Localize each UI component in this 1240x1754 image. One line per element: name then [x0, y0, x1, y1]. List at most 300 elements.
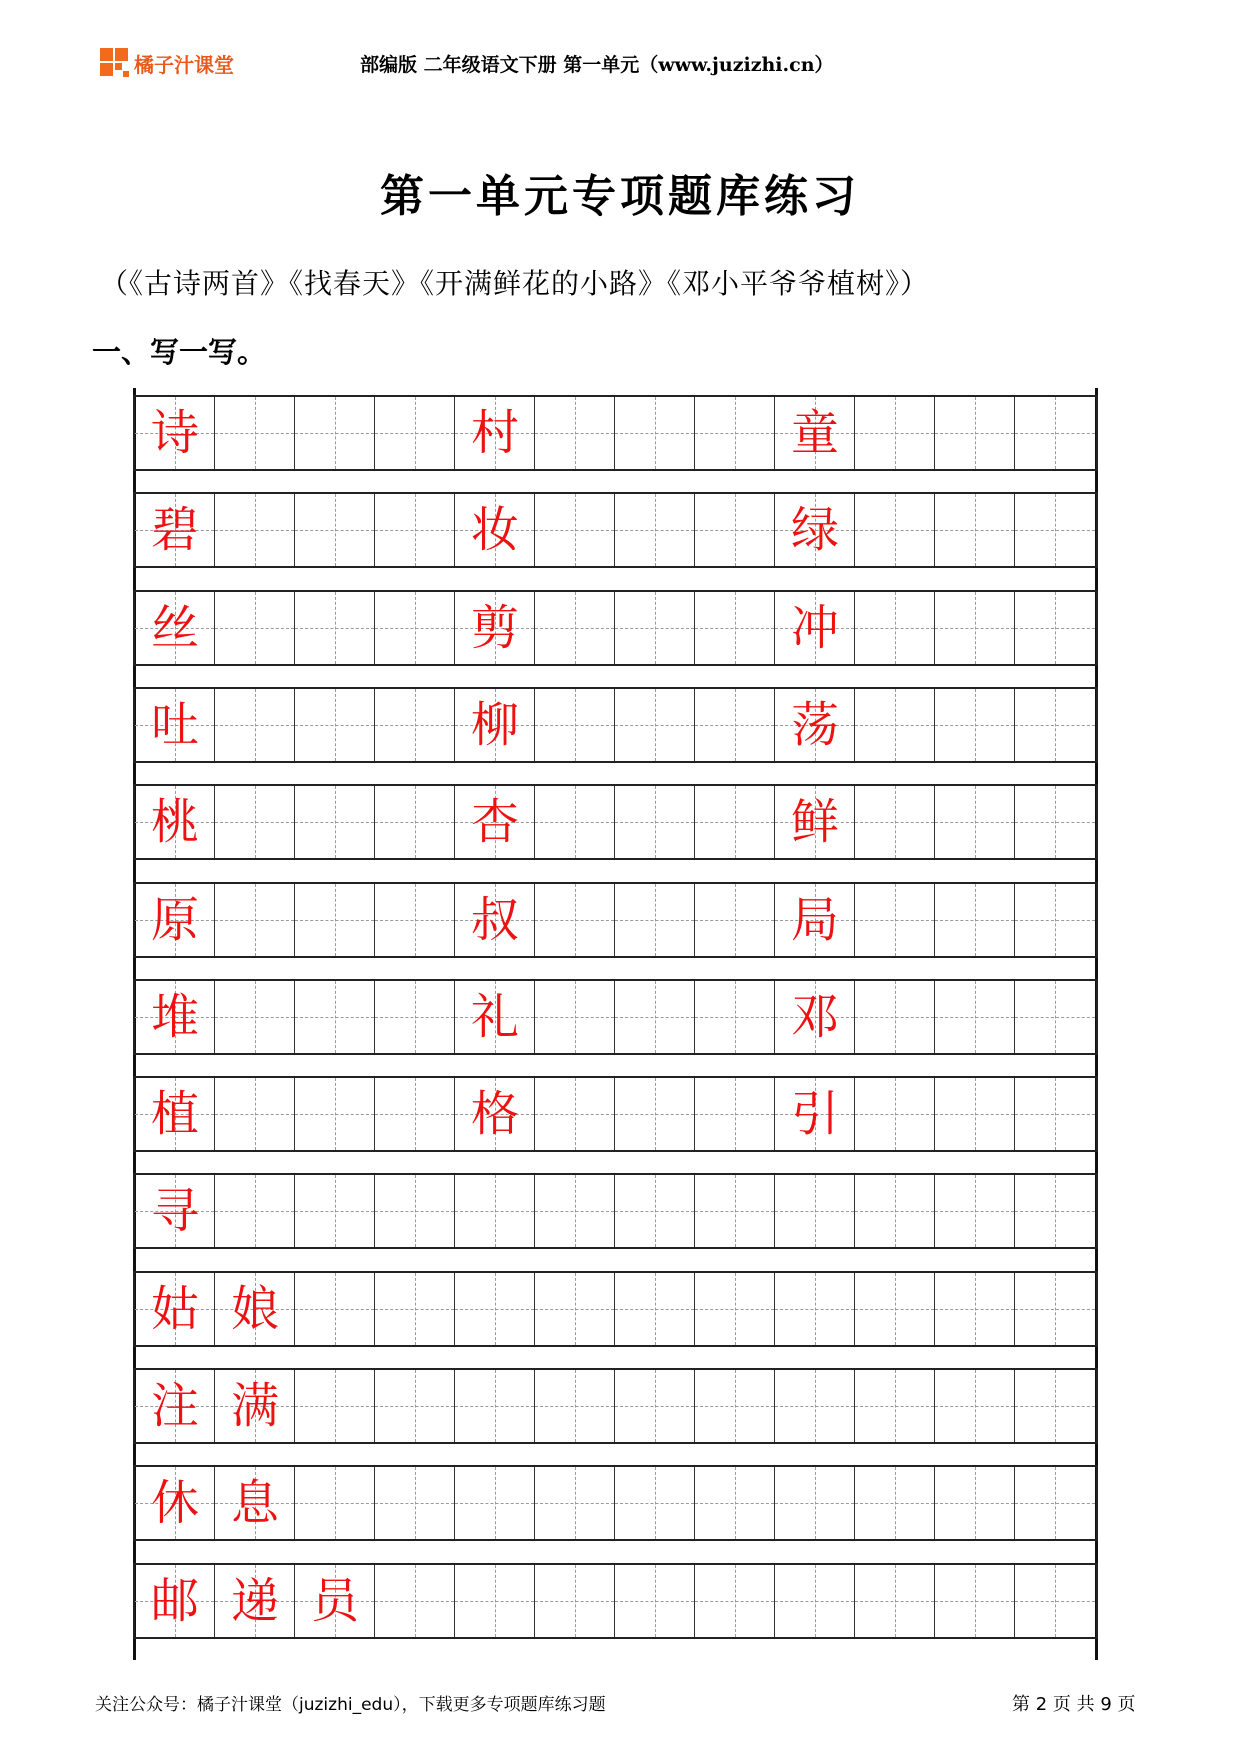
writing-cell[interactable] — [775, 1175, 855, 1247]
writing-cell[interactable] — [695, 884, 775, 956]
writing-cell[interactable] — [695, 1467, 775, 1539]
writing-cell[interactable] — [375, 592, 455, 664]
grid-row — [133, 687, 1098, 763]
model-character — [695, 397, 775, 469]
writing-cell[interactable] — [535, 1565, 615, 1637]
writing-cell[interactable] — [295, 397, 375, 469]
model-character — [215, 689, 295, 761]
model-character — [695, 1467, 775, 1539]
writing-cell[interactable] — [855, 1273, 935, 1345]
model-character: 礼 — [470, 989, 519, 1045]
model-character: 妆 — [470, 502, 519, 558]
writing-cell[interactable] — [1015, 1175, 1095, 1247]
writing-cell[interactable] — [775, 592, 855, 664]
model-character — [1015, 494, 1095, 566]
writing-cell[interactable] — [535, 397, 615, 469]
writing-cell[interactable] — [135, 1370, 215, 1442]
writing-cell[interactable] — [215, 592, 295, 664]
writing-cell[interactable] — [1015, 397, 1095, 469]
model-character: 姑 — [150, 1281, 199, 1337]
writing-grid — [133, 388, 1098, 1660]
writing-cell[interactable] — [135, 397, 215, 469]
writing-cell[interactable] — [455, 884, 535, 956]
writing-cell[interactable] — [455, 1273, 535, 1345]
model-character — [615, 884, 695, 956]
writing-cell[interactable] — [695, 397, 775, 469]
writing-cell[interactable] — [295, 1467, 375, 1539]
model-character: 满 — [230, 1378, 279, 1434]
writing-cell[interactable] — [695, 981, 775, 1053]
grid-row — [133, 1368, 1098, 1444]
model-character — [455, 1273, 535, 1345]
model-character — [1015, 1565, 1095, 1637]
model-character — [935, 981, 1015, 1053]
model-character — [1015, 592, 1095, 664]
model-character — [295, 494, 375, 566]
model-character — [535, 884, 615, 956]
writing-cell[interactable] — [375, 1175, 455, 1247]
model-character — [935, 1467, 1015, 1539]
writing-cell[interactable] — [935, 1175, 1015, 1247]
writing-cell[interactable] — [775, 689, 855, 761]
writing-cell[interactable] — [135, 1078, 215, 1150]
model-character — [935, 592, 1015, 664]
writing-cell[interactable] — [1015, 1370, 1095, 1442]
model-character — [615, 1565, 695, 1637]
writing-cell[interactable] — [855, 1467, 935, 1539]
writing-cell[interactable] — [1015, 1565, 1095, 1637]
writing-cell[interactable] — [215, 397, 295, 469]
writing-cell[interactable] — [775, 981, 855, 1053]
model-character: 息 — [230, 1475, 279, 1531]
writing-cell[interactable] — [615, 884, 695, 956]
grid-row — [133, 1465, 1098, 1541]
writing-cell[interactable] — [215, 1467, 295, 1539]
writing-cell[interactable] — [535, 1078, 615, 1150]
model-character — [535, 689, 615, 761]
model-character — [615, 397, 695, 469]
writing-cell[interactable] — [215, 786, 295, 858]
model-character — [695, 1175, 775, 1247]
writing-cell[interactable] — [615, 397, 695, 469]
model-character — [295, 689, 375, 761]
model-character: 寻 — [150, 1183, 199, 1239]
model-character — [535, 1565, 615, 1637]
writing-cell[interactable] — [775, 1078, 855, 1150]
writing-cell[interactable] — [295, 1565, 375, 1637]
writing-cell[interactable] — [775, 1273, 855, 1345]
model-character: 冲 — [790, 600, 839, 656]
lesson-list: （《古诗两首》《找春天》《开满鲜花的小路》《邓小平爷爷植树》） — [100, 267, 930, 300]
writing-cell[interactable] — [215, 1273, 295, 1345]
writing-cell[interactable] — [1015, 981, 1095, 1053]
model-character — [375, 494, 455, 566]
writing-cell[interactable] — [1015, 1078, 1095, 1150]
model-character — [695, 1273, 775, 1345]
writing-cell[interactable] — [935, 1078, 1015, 1150]
model-character — [295, 786, 375, 858]
writing-cell[interactable] — [215, 689, 295, 761]
writing-cell[interactable] — [295, 1078, 375, 1150]
writing-cell[interactable] — [695, 1370, 775, 1442]
model-character — [375, 884, 455, 956]
writing-cell[interactable] — [615, 494, 695, 566]
model-character — [1015, 981, 1095, 1053]
writing-cell[interactable] — [615, 1078, 695, 1150]
model-character — [295, 1467, 375, 1539]
writing-cell[interactable] — [535, 786, 615, 858]
writing-cell[interactable] — [375, 1565, 455, 1637]
model-character — [295, 1175, 375, 1247]
model-character — [295, 1370, 375, 1442]
model-character — [855, 1370, 935, 1442]
model-character — [375, 981, 455, 1053]
model-character — [455, 1370, 535, 1442]
model-character — [1015, 689, 1095, 761]
writing-cell[interactable] — [455, 1467, 535, 1539]
writing-cell[interactable] — [455, 689, 535, 761]
grid-row — [133, 590, 1098, 666]
writing-cell[interactable] — [615, 1175, 695, 1247]
model-character — [935, 786, 1015, 858]
writing-cell[interactable] — [935, 494, 1015, 566]
model-character — [1015, 1467, 1095, 1539]
writing-cell[interactable] — [775, 884, 855, 956]
model-character: 村 — [470, 405, 519, 461]
model-character — [295, 1273, 375, 1345]
model-character: 注 — [150, 1378, 199, 1434]
model-character: 邓 — [790, 989, 839, 1045]
grid-row — [133, 979, 1098, 1055]
model-character — [375, 592, 455, 664]
writing-cell[interactable] — [215, 1370, 295, 1442]
writing-cell[interactable] — [935, 1370, 1015, 1442]
model-character — [775, 1370, 855, 1442]
page-number: 第 2 页 共 9 页 — [1012, 1694, 1136, 1715]
writing-cell[interactable] — [375, 494, 455, 566]
writing-cell[interactable] — [535, 592, 615, 664]
writing-cell[interactable] — [135, 981, 215, 1053]
writing-cell[interactable] — [455, 592, 535, 664]
writing-cell[interactable] — [695, 494, 775, 566]
writing-cell[interactable] — [855, 397, 935, 469]
writing-cell[interactable] — [1015, 689, 1095, 761]
model-character — [935, 884, 1015, 956]
writing-cell[interactable] — [615, 592, 695, 664]
writing-cell[interactable] — [375, 884, 455, 956]
model-character — [215, 884, 295, 956]
writing-cell[interactable] — [375, 689, 455, 761]
writing-cell[interactable] — [775, 494, 855, 566]
model-character: 鲜 — [790, 794, 839, 850]
model-character — [615, 1078, 695, 1150]
model-character — [295, 981, 375, 1053]
model-character — [935, 1175, 1015, 1247]
model-character: 剪 — [470, 600, 519, 656]
writing-cell[interactable] — [855, 981, 935, 1053]
page-title: 第一单元专项题库练习 — [380, 171, 860, 222]
writing-cell[interactable] — [855, 884, 935, 956]
writing-cell[interactable] — [455, 1565, 535, 1637]
writing-cell[interactable] — [535, 494, 615, 566]
writing-cell[interactable] — [295, 884, 375, 956]
writing-cell[interactable] — [535, 1273, 615, 1345]
writing-cell[interactable] — [775, 397, 855, 469]
writing-cell[interactable] — [935, 1467, 1015, 1539]
writing-cell[interactable] — [135, 1175, 215, 1247]
writing-cell[interactable] — [695, 786, 775, 858]
model-character — [535, 397, 615, 469]
writing-cell[interactable] — [615, 1273, 695, 1345]
model-character — [935, 1370, 1015, 1442]
model-character — [855, 1175, 935, 1247]
writing-cell[interactable] — [855, 1078, 935, 1150]
writing-cell[interactable] — [615, 1467, 695, 1539]
writing-cell[interactable] — [615, 1565, 695, 1637]
writing-cell[interactable] — [295, 981, 375, 1053]
model-character — [855, 786, 935, 858]
model-character — [535, 494, 615, 566]
writing-cell[interactable] — [295, 1175, 375, 1247]
model-character — [1015, 1175, 1095, 1247]
writing-cell[interactable] — [1015, 1467, 1095, 1539]
model-character — [295, 884, 375, 956]
writing-cell[interactable] — [375, 1078, 455, 1150]
writing-cell[interactable] — [935, 1273, 1015, 1345]
writing-cell[interactable] — [455, 494, 535, 566]
writing-cell[interactable] — [855, 1370, 935, 1442]
header-title: 部编版 二年级语文下册 第一单元（www.juzizhi.cn） — [360, 54, 834, 76]
writing-cell[interactable] — [135, 1565, 215, 1637]
grid-row — [133, 1563, 1098, 1639]
model-character — [535, 1078, 615, 1150]
model-character — [1015, 786, 1095, 858]
model-character — [855, 397, 935, 469]
model-character — [615, 689, 695, 761]
writing-cell[interactable] — [695, 1565, 775, 1637]
grid-row — [133, 1076, 1098, 1152]
model-character — [215, 494, 295, 566]
model-character — [295, 397, 375, 469]
model-character — [455, 1467, 535, 1539]
model-character — [535, 1175, 615, 1247]
writing-cell[interactable] — [695, 1273, 775, 1345]
model-character — [1015, 1273, 1095, 1345]
model-character — [935, 1078, 1015, 1150]
model-character — [695, 592, 775, 664]
writing-cell[interactable] — [935, 1565, 1015, 1637]
writing-cell[interactable] — [535, 689, 615, 761]
model-character: 员 — [310, 1573, 359, 1629]
model-character: 童 — [790, 405, 839, 461]
model-character — [1015, 1370, 1095, 1442]
writing-cell[interactable] — [215, 494, 295, 566]
model-character — [935, 494, 1015, 566]
writing-cell[interactable] — [135, 689, 215, 761]
writing-cell[interactable] — [855, 1175, 935, 1247]
model-character — [535, 981, 615, 1053]
section-heading: 一、写一写。 — [92, 335, 267, 369]
writing-cell[interactable] — [1015, 1273, 1095, 1345]
model-character — [695, 786, 775, 858]
writing-cell[interactable] — [455, 981, 535, 1053]
writing-cell[interactable] — [135, 884, 215, 956]
writing-cell[interactable] — [775, 1370, 855, 1442]
model-character — [615, 1467, 695, 1539]
page-header — [0, 0, 1240, 100]
writing-cell[interactable] — [455, 397, 535, 469]
writing-cell[interactable] — [695, 1078, 775, 1150]
writing-cell[interactable] — [135, 1467, 215, 1539]
model-character — [615, 592, 695, 664]
writing-cell[interactable] — [215, 1565, 295, 1637]
model-character — [775, 1175, 855, 1247]
model-character — [855, 1078, 935, 1150]
model-character: 娘 — [230, 1281, 279, 1337]
model-character: 荡 — [790, 697, 839, 753]
model-character — [695, 884, 775, 956]
model-character — [775, 1273, 855, 1345]
grid-row — [133, 492, 1098, 568]
footer-note: 关注公众号：橘子汁课堂（juzizhi_edu），下载更多专项题库练习题 — [95, 1695, 606, 1715]
model-character: 引 — [790, 1086, 839, 1142]
model-character — [855, 884, 935, 956]
model-character — [935, 689, 1015, 761]
writing-cell[interactable] — [855, 689, 935, 761]
writing-cell[interactable] — [455, 1078, 535, 1150]
writing-cell[interactable] — [535, 981, 615, 1053]
writing-cell[interactable] — [375, 1370, 455, 1442]
writing-cell[interactable] — [455, 1370, 535, 1442]
model-character — [535, 1273, 615, 1345]
writing-cell[interactable] — [295, 1273, 375, 1345]
writing-cell[interactable] — [855, 494, 935, 566]
model-character — [375, 1078, 455, 1150]
model-character — [855, 592, 935, 664]
logo-icon — [100, 48, 130, 78]
writing-cell[interactable] — [1015, 494, 1095, 566]
model-character — [215, 1175, 295, 1247]
writing-cell[interactable] — [135, 494, 215, 566]
writing-cell[interactable] — [135, 1273, 215, 1345]
model-character — [215, 786, 295, 858]
model-character — [935, 397, 1015, 469]
model-character — [855, 1273, 935, 1345]
writing-cell[interactable] — [455, 786, 535, 858]
writing-cell[interactable] — [295, 494, 375, 566]
writing-cell[interactable] — [855, 592, 935, 664]
writing-cell[interactable] — [775, 1565, 855, 1637]
writing-cell[interactable] — [215, 1078, 295, 1150]
model-character: 杏 — [470, 794, 519, 850]
model-character — [375, 1370, 455, 1442]
model-character — [455, 1565, 535, 1637]
model-character — [535, 786, 615, 858]
model-character: 绿 — [790, 502, 839, 558]
writing-cell[interactable] — [375, 1273, 455, 1345]
model-character — [375, 1565, 455, 1637]
model-character: 植 — [150, 1086, 199, 1142]
model-character: 诗 — [150, 405, 199, 461]
writing-cell[interactable] — [695, 1175, 775, 1247]
model-character — [695, 689, 775, 761]
writing-cell[interactable] — [935, 397, 1015, 469]
model-character — [615, 1370, 695, 1442]
model-character — [375, 689, 455, 761]
writing-cell[interactable] — [775, 786, 855, 858]
model-character — [695, 1565, 775, 1637]
writing-cell[interactable] — [215, 981, 295, 1053]
writing-cell[interactable] — [135, 786, 215, 858]
writing-cell[interactable] — [615, 1370, 695, 1442]
writing-cell[interactable] — [935, 689, 1015, 761]
writing-cell[interactable] — [215, 1175, 295, 1247]
writing-cell[interactable] — [935, 592, 1015, 664]
writing-cell[interactable] — [295, 1370, 375, 1442]
writing-cell[interactable] — [295, 689, 375, 761]
model-character — [295, 1078, 375, 1150]
model-character — [615, 494, 695, 566]
writing-cell[interactable] — [535, 1370, 615, 1442]
model-character: 吐 — [150, 697, 199, 753]
model-character — [855, 689, 935, 761]
grid-row — [133, 882, 1098, 958]
model-character — [775, 1565, 855, 1637]
writing-cell[interactable] — [935, 786, 1015, 858]
writing-cell[interactable] — [615, 981, 695, 1053]
model-character — [375, 1175, 455, 1247]
writing-cell[interactable] — [695, 689, 775, 761]
writing-cell[interactable] — [375, 397, 455, 469]
writing-cell[interactable] — [935, 981, 1015, 1053]
model-character: 休 — [150, 1475, 199, 1531]
writing-cell[interactable] — [1015, 884, 1095, 956]
model-character: 原 — [150, 892, 199, 948]
model-character — [935, 1273, 1015, 1345]
writing-cell[interactable] — [775, 1467, 855, 1539]
model-character: 丝 — [150, 600, 199, 656]
writing-cell[interactable] — [535, 1175, 615, 1247]
writing-cell[interactable] — [855, 786, 935, 858]
writing-cell[interactable] — [695, 592, 775, 664]
writing-cell[interactable] — [1015, 786, 1095, 858]
model-character — [695, 981, 775, 1053]
writing-cell[interactable] — [455, 1175, 535, 1247]
writing-cell[interactable] — [375, 981, 455, 1053]
model-character — [535, 1467, 615, 1539]
writing-cell[interactable] — [535, 884, 615, 956]
writing-cell[interactable] — [295, 786, 375, 858]
writing-cell[interactable] — [215, 884, 295, 956]
model-character — [615, 1273, 695, 1345]
writing-cell[interactable] — [375, 786, 455, 858]
logo — [100, 48, 234, 78]
model-character — [215, 1078, 295, 1150]
model-character: 堆 — [150, 989, 199, 1045]
writing-cell[interactable] — [615, 689, 695, 761]
writing-cell[interactable] — [615, 786, 695, 858]
writing-cell[interactable] — [935, 884, 1015, 956]
model-character — [935, 1565, 1015, 1637]
writing-cell[interactable] — [855, 1565, 935, 1637]
model-character — [215, 981, 295, 1053]
writing-cell[interactable] — [295, 592, 375, 664]
writing-cell[interactable] — [135, 592, 215, 664]
writing-cell[interactable] — [1015, 592, 1095, 664]
writing-cell[interactable] — [535, 1467, 615, 1539]
writing-cell[interactable] — [375, 1467, 455, 1539]
model-character — [855, 494, 935, 566]
